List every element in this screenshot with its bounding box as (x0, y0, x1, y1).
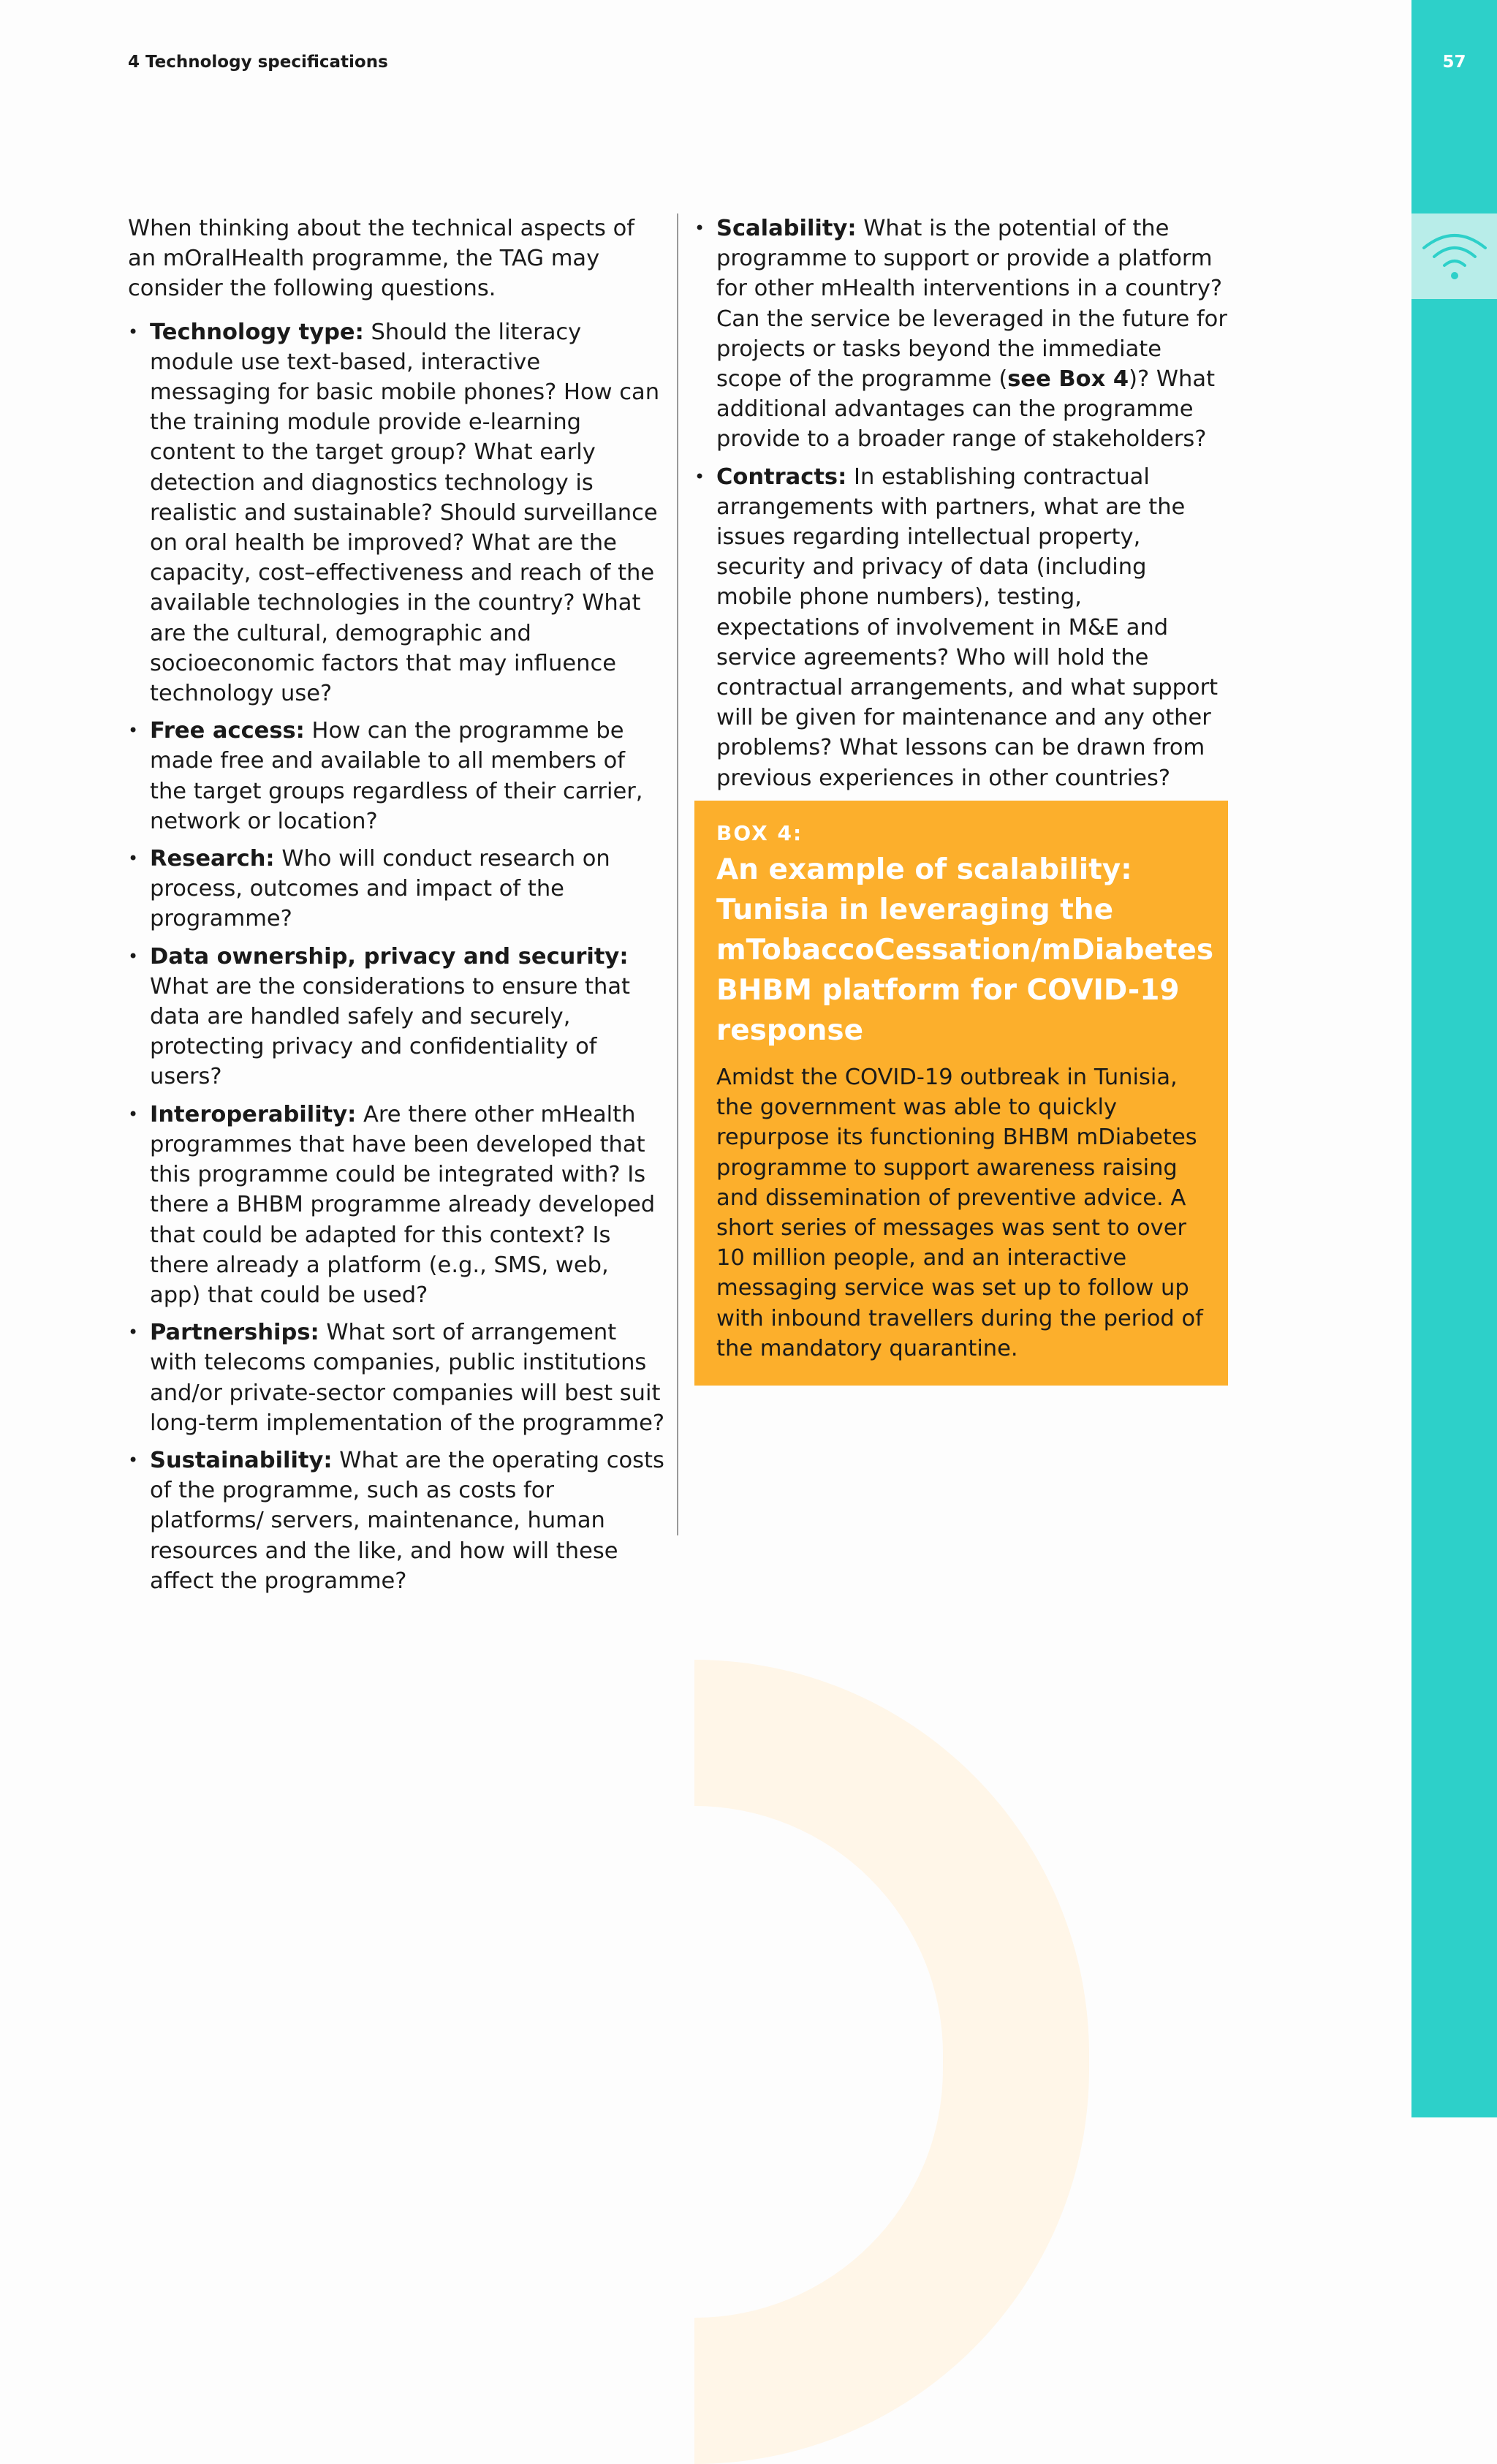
question-list-continued (694, 213, 1228, 793)
box-title: An example of scalability: Tunisia in leveraging the mTobaccoCessation/mDiabetes BHBM platform for COVID-19 response (716, 853, 1214, 1047)
running-head: 4 Technology specifications (128, 53, 388, 72)
list-item-term: Data ownership, privacy and security: (150, 943, 629, 970)
question-list (128, 317, 665, 1596)
list-item-research (128, 844, 665, 934)
list-item-text: What is the potential of the programme to support or provide a platform for other mHealth interventions in a country? Can the service be leveraged in the future for projects or tasks beyond the immediate scope of the programme ( (716, 216, 1227, 393)
list-item-term: Free access: (150, 718, 305, 744)
list-item-term: Interoperability: (150, 1101, 357, 1127)
list-item-scalability (694, 213, 1228, 455)
list-item-text: What are the considerations to ensure that data are handled safely and securely, protecting privacy and confidentiality of users? (150, 973, 630, 1090)
list-item-contracts (694, 462, 1228, 793)
list-item-sustainability (128, 1445, 665, 1596)
list-item-term: Sustainability: (150, 1447, 333, 1473)
box-label: BOX 4: (716, 821, 803, 845)
list-item-interoperability (128, 1100, 665, 1310)
list-item-text: How can the programme be made free and available to all members of the target groups regardless of their carrier, network or location? (150, 718, 643, 834)
list-item-free-access (128, 716, 665, 836)
left-column (128, 213, 665, 1603)
list-item-term: Technology type: (150, 319, 364, 345)
list-item-text: Are there other mHealth programmes that have been developed that this programme could be integrated with? Is there a BHBM programme already developed that could be adapted for this context? Is there already a platform (e.g., SMS, web, app) that could be used? (150, 1101, 656, 1308)
intro-paragraph: When thinking about the technical aspects of an mOralHealth programme, the TAG may consider the following questions. (128, 216, 635, 302)
list-item-term: Contracts: (716, 464, 847, 490)
list-item-text: )? What additional advantages can the programme provide to a broader range of stakeholders? (716, 366, 1216, 453)
wifi-icon (1418, 227, 1491, 286)
box-reference: see Box 4 (1007, 366, 1129, 393)
list-item-text: What are the operating costs of the programme, such as costs for platforms/ servers, maintenance, human resources and the like, and how will these affect the programme? (150, 1447, 664, 1594)
list-item-partnerships (128, 1318, 665, 1438)
list-item-technology-type (128, 317, 665, 709)
right-column (694, 213, 1228, 801)
list-item-text: Should the literacy module use text-based, interactive messaging for basic mobile phones? How can the training module provide e-learning content to the target group? What early detection and diagnostics technology is realistic and sustainable? Should surveillance on oral health be improved? What are the capacity, cost–effectiveness and reach of the available technologies in the country? What are the cultural, demographic and socioeconomic factors that may influence technology use? (150, 319, 660, 707)
list-item-term: Research: (150, 846, 275, 872)
list-item-data-ownership (128, 942, 665, 1092)
column-divider (677, 213, 678, 1535)
box-body: Amidst the COVID-19 outbreak in Tunisia, the government was able to quickly repurpose its functioning BHBM mDiabetes programme to support awareness raising and dissemination of preventive advice. A short series of messages was sent to over 10 million people, and an interactive messaging service was set up to follow up with inbound travellers during the period of the mandatory quarantine. (716, 1065, 1203, 1361)
decorative-arc (694, 1660, 1089, 2464)
page-number: 57 (1442, 53, 1466, 72)
list-item-term: Partnerships: (150, 1320, 319, 1346)
chapter-tab (1411, 213, 1497, 299)
list-item-term: Scalability: (716, 216, 857, 241)
sidebar-band (1411, 0, 1497, 2117)
list-item-text: In establishing contractual arrangements with partners, what are the issues regarding intellectual property, security and privacy of data (including mobile phone numbers), testing, expectations of involvement in M&E and service agreements? Who will hold the contractual arrangements, and what support will be given for maintenance and any other problems? What lessons can be drawn from previous experiences in other countries? (716, 464, 1219, 791)
list-item-text: What sort of arrangement with telecoms companies, public institutions and/or private-sector companies will best suit long-term implementation of the programme? (150, 1320, 665, 1436)
box-4 (694, 801, 1228, 1386)
list-item-text: Who will conduct research on process, outcomes and impact of the programme? (150, 846, 610, 932)
